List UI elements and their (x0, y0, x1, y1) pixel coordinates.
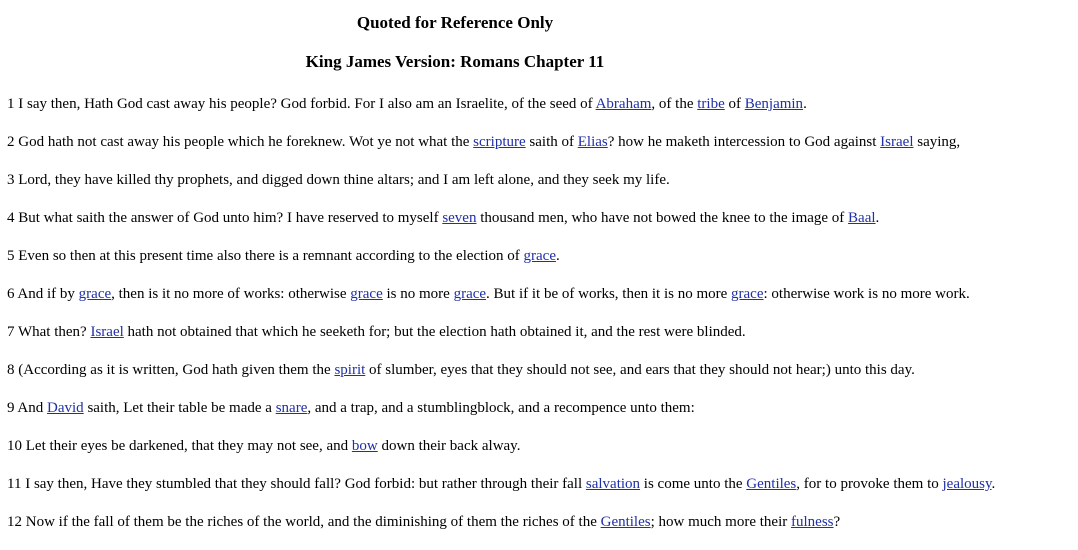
verse-text: 4 But what saith the answer of God unto him? I have reserved to myself (7, 210, 443, 226)
verse-text: saith, Let their table be made a (83, 400, 276, 416)
verse-link-david[interactable]: David (47, 400, 84, 416)
verse-text: of slumber, eyes that they should not see, and ears that they should not hear;) unto this day. (365, 362, 915, 378)
verse-3 (7, 170, 1075, 208)
verse-text: 9 And (7, 400, 48, 416)
verse-link-elias[interactable]: Elias (577, 134, 608, 150)
verse-link-spirit[interactable]: spirit (334, 362, 366, 378)
verse-link-snare[interactable]: snare (275, 400, 308, 416)
verse-link-baal[interactable]: Baal (848, 210, 876, 226)
verse-text: is come unto the (640, 476, 747, 492)
reference-notice: Quoted for Reference Only (356, 13, 554, 32)
verse-link-grace[interactable]: grace (453, 286, 487, 302)
verse-1 (7, 94, 1075, 132)
verse-text: saith of (525, 134, 578, 150)
verse-11 (7, 474, 1075, 512)
verse-text: 3 Lord, they have killed thy prophets, and digged down thine altars; and I am left alone, and they seek my life. (7, 172, 670, 188)
verse-text: . But if it be of works, then it is no more (486, 286, 732, 302)
verse-text: 7 What then? (7, 324, 91, 340)
chapter-title: King James Version: Romans Chapter 11 (305, 52, 605, 71)
verse-text: . (803, 96, 807, 112)
verse-text: down their back alway. (377, 438, 521, 454)
verse-6 (7, 284, 1075, 322)
verse-link-grace[interactable]: grace (78, 286, 112, 302)
verse-5 (7, 246, 1075, 284)
verse-link-seven[interactable]: seven (442, 210, 477, 226)
verse-list (7, 94, 1075, 550)
verse-link-grace[interactable]: grace (350, 286, 383, 302)
verse-link-gentiles[interactable]: Gentiles (746, 476, 797, 492)
verse-8 (7, 360, 1075, 398)
verse-text: 11 I say then, Have they stumbled that they should fall? God forbid: but rather through their fall (7, 476, 586, 492)
verse-link-jealousy[interactable]: jealousy (942, 476, 992, 492)
verse-text: , for to provoke them to (796, 476, 943, 492)
verse-link-benjamin[interactable]: Benjamin (744, 96, 804, 112)
verse-text: saying, (913, 134, 961, 150)
verse-link-bow[interactable]: bow (351, 438, 378, 454)
verse-link-abraham[interactable]: Abraham (595, 96, 652, 112)
verse-link-scripture[interactable]: scripture (473, 134, 526, 150)
verse-text: 8 (According as it is written, God hath given them the (7, 362, 335, 378)
verse-text: 2 God hath not cast away his people which he foreknew. Wot ye not what the (7, 134, 474, 150)
verse-text: of (724, 96, 745, 112)
verse-link-grace[interactable]: grace (731, 286, 764, 302)
verse-text: ? (833, 514, 841, 530)
verse-text: hath not obtained that which he seeketh for; but the election hath obtained it, and the rest were blinded. (123, 324, 746, 340)
verse-4 (7, 208, 1075, 246)
verse-text: 6 And if by (7, 286, 79, 302)
verse-text: . (875, 210, 880, 226)
verse-text: 10 Let their eyes be darkened, that they may not see, and (7, 438, 352, 454)
verse-text: ; how much more their (650, 514, 791, 530)
verse-text: is no more (382, 286, 454, 302)
verse-text: 1 I say then, Hath God cast away his people? God forbid. For I also am an Israelite, of the seed of (7, 96, 596, 112)
verse-2 (7, 132, 1075, 170)
verse-link-tribe[interactable]: tribe (697, 96, 725, 112)
verse-link-israel[interactable]: Israel (880, 134, 914, 150)
verse-text: thousand men, who have not bowed the knee to the image of (476, 210, 849, 226)
verse-text: 12 Now if the fall of them be the riches of the world, and the diminishing of them the riches of the (7, 514, 601, 530)
verse-link-gentiles[interactable]: Gentiles (600, 514, 651, 530)
verse-text: , of the (651, 96, 698, 112)
verse-link-israel[interactable]: Israel (90, 324, 124, 340)
verse-link-grace[interactable]: grace (523, 248, 556, 264)
verse-text: , and a trap, and a stumblingblock, and a recompence unto them: (307, 400, 695, 416)
verse-text: . (555, 248, 560, 264)
verse-7 (7, 322, 1075, 360)
verse-text: : otherwise work is no more work. (763, 286, 970, 302)
verse-text: 5 Even so then at this present time also there is a remnant according to the election of (7, 248, 524, 264)
verse-text: . (991, 476, 996, 492)
verse-9 (7, 398, 1075, 436)
verse-link-salvation[interactable]: salvation (585, 476, 641, 492)
verse-text: ? how he maketh intercession to God against (607, 134, 881, 150)
verse-link-fulness[interactable]: fulness (791, 514, 834, 530)
verse-12 (7, 512, 1075, 550)
verse-text: , then is it no more of works: otherwise (111, 286, 351, 302)
verse-10 (7, 436, 1075, 474)
